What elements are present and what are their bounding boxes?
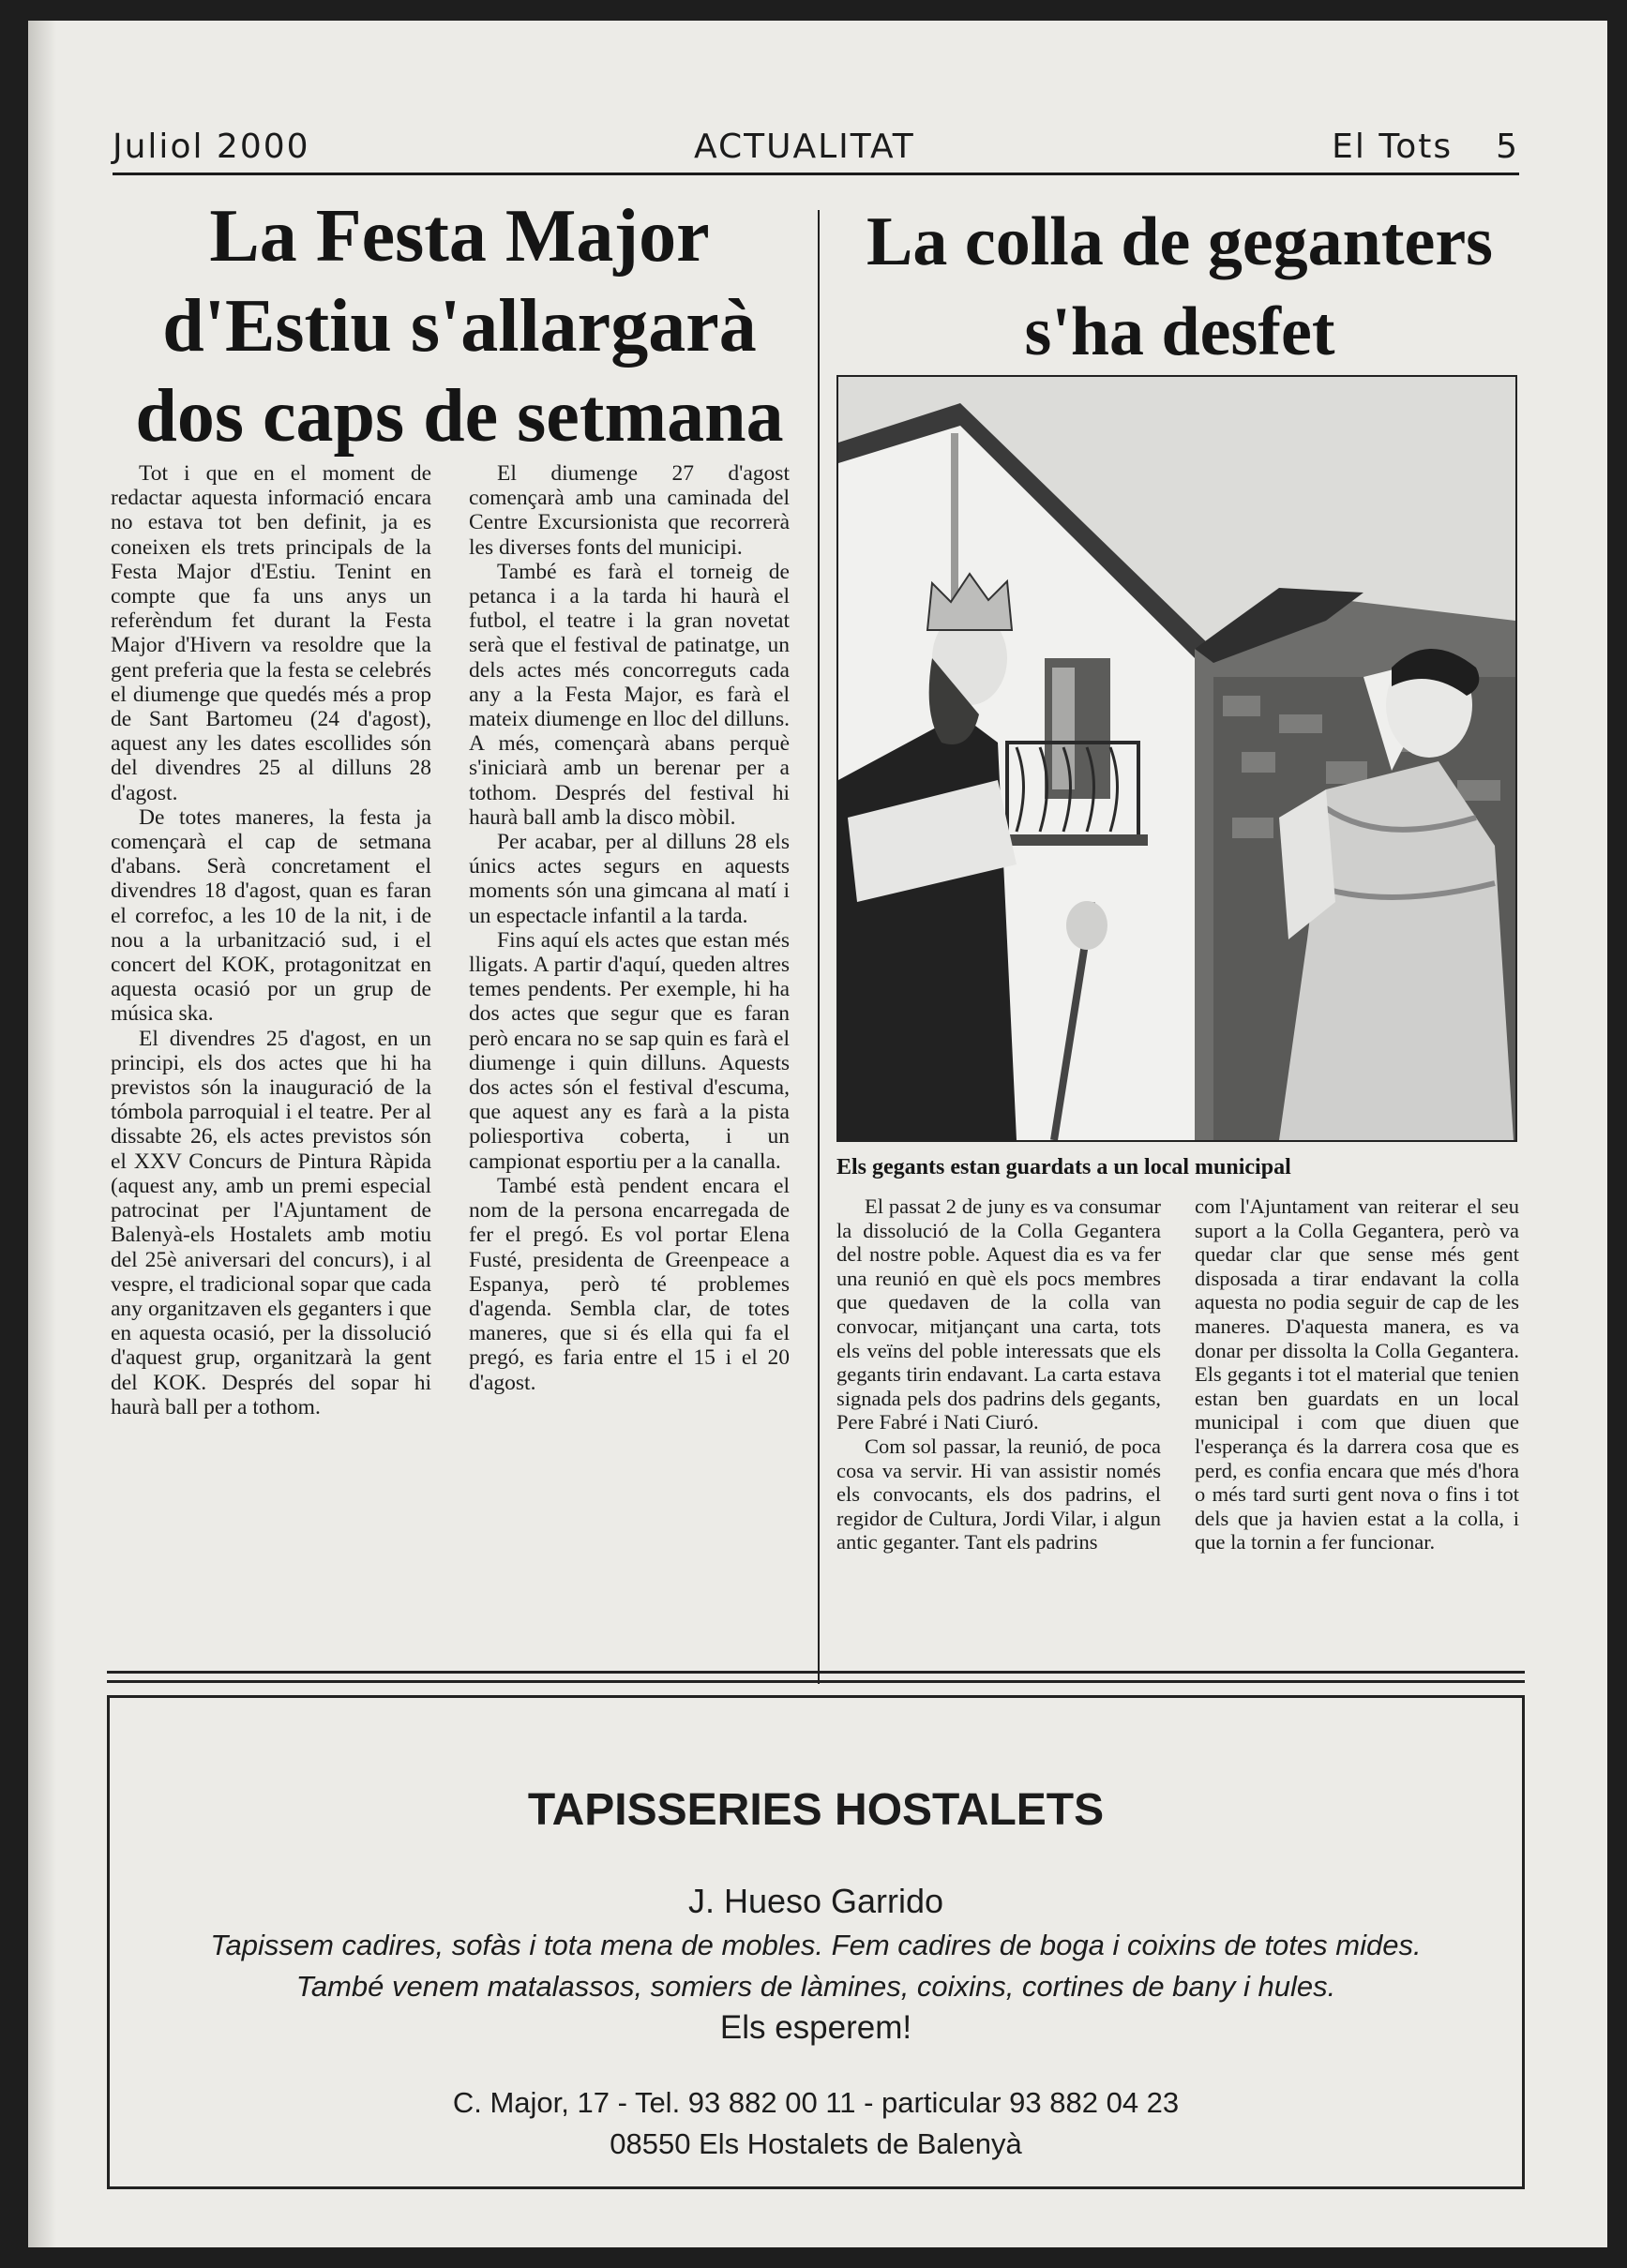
paragraph: Fins aquí els actes que estan més lligats. A partir d'aquí, queden altres temes pendents. Per exemple, hi ha dos actes que segur que es faran però encara no se sap quin es farà el diumenge i quin dilluns. Aquests dos actes són el festival d'escuma, que aquest any es farà a la pista poliesportiva coberta, i un campionat esportiu per a la canalla. [469,927,790,1174]
paragraph: De totes maneres, la festa ja començarà el cap de setmana d'abans. Serà concretament el divendres 18 d'agost, quan es faran el correfoc, a les 10 de la nit, i de nou a la urbanització sud, i el concert del KOK, protagonitzat en aquesta ocasió por un grup de música ska. [111,804,431,1027]
photo-caption: Els gegants estan guardats a un local municipal [836,1155,1291,1179]
advertisement-box [107,1695,1525,2189]
paragraph: Tot i que en el moment de redactar aquesta informació encara no estava tot ben definit, ja es coneixen els trets principals de la Festa Major d'Estiu. Tenint en compte que fa uns anys un referèndum fet durant la Festa Major d'Hivern va resoldre que la gent preferia que la festa se celebrés el diumenge que quedés més a prop de Sant Bartomeu (24 d'agost), aquest any les dates escollides són del divendres 25 al dilluns 28 d'agost. [111,461,431,805]
giants-photo-illustration [838,377,1515,1140]
ad-closing: Els esperem! [719,2009,912,2046]
paragraph: També es farà el torneig de petanca i a la tarda hi haurà el futbol, el teatre i la gran novetat serà que el festival de patinatge, un dels actes més concorreguts cada any a la Festa Major, es farà el mateix diumenge en lloc del dilluns. A més, començarà abans perquè s'iniciarà amb un berenar per a tothom. Després del festival hi haurà ball amb la disco mòbil. [469,559,790,830]
header-publication-page [1332,128,1519,166]
paragraph: Per acabar, per al dilluns 28 els únics actes segurs en aquests moments són una gimcana al matí i un espectacle infantil a la tarda. [469,830,790,928]
paragraph: com l'Ajuntament van reiterar el seu suport a la Colla Gegantera, però va quedar clar que sense més gent disposada a tirar endavant la colla aquesta no podia seguir de cap de les maneres. D'aquesta manera, es va donar per dissolta la Colla Gegantera. Els gegants i tot el material que tenien estan ben guardats en un local municipal i com que diuen que l'esperança és la darrera cosa que es perd, es confia encara que més d'hora o més tard surti gent nova o fins i tot dels que ja havien estat a la colla, i que la tornin a fer funcionar. [1195,1194,1519,1555]
newspaper-page [28,21,1607,2247]
header-publication: El Tots [1332,128,1454,166]
paragraph: El passat 2 de juny es va consumar la dissolució de la Colla Gegantera del nostre poble. Aquest dia es va fer una reunió en què els pocs membres que quedaven de la colla van convocar, mitjançant una carta, tots els veïns del poble interessats que els gegants tirin endavant. La carta estava signada pels dos padrins dels gegants, Pere Fabré i Nati Ciuró. [836,1194,1161,1434]
page-gutter [28,21,56,2247]
ad-business-name: TAPISSERIES HOSTALETS [527,1785,1105,1835]
paragraph: El diumenge 27 d'agost començarà amb una caminada del Centre Excursionista que recorrerà les diverses fonts del municipi. [469,461,790,560]
headline-festa-major: La Festa Major d'Estiu s'allargarà dos caps de setmana [135,195,784,458]
article-right-column-2 [1195,1194,1519,1555]
ad-services-line-1: Tapissem cadires, sofàs i tota mena de mobles. Fem cadires de boga i coixins de totes mides. [210,1929,1422,1961]
article-left-column-1 [111,461,431,1419]
article-left-column-2 [469,461,790,1395]
ad-address: C. Major, 17 - Tel. 93 882 00 11 - particular 93 882 04 23 [452,2086,1180,2119]
ad-owner: J. Hueso Garrido [687,1882,944,1920]
paragraph: El divendres 25 d'agost, en un principi, els dos actes que hi ha previstos són la inauguració de la tómbola parroquial i el teatre. Per al dissabte 26, els actes previstos són el XXV Concurs de Pintura Ràpida (aquest any, amb un premi especial patrocinat per l'Ajuntament de Balenyà-els Hostalets amb motiu del 25è aniversari del concurs), i al vespre, el tradicional sopar que cada any organitzaven els geganters i que en aquesta ocasió, per la dissolució d'aquest grup, organitzarà la gent del KOK. Després del sopar hi haurà ball per a tothom. [111,1026,431,1419]
header-page-number: 5 [1496,128,1519,166]
page-header [113,111,1519,175]
ad-separator-bottom [107,1680,1525,1683]
paragraph: Com sol passar, la reunió, de poca cosa va servir. Hi van assistir només els convocants, els dos padrins, el regidor de Cultura, Jordi Vilar, i algun antic geganter. Tant els padrins [836,1434,1161,1555]
headline-colla-geganters: La colla de geganters s'ha desfet [866,203,1493,370]
ad-separator-top [107,1671,1525,1674]
ad-city: 08550 Els Hostalets de Balenyà [610,2127,1022,2160]
column-divider [818,210,820,1684]
ad-services-line-2: També venem matalassos, somiers de làmines, coixins, cortines de bany i hules. [295,1970,1336,2003]
header-section: ACTUALITAT [694,128,915,166]
article-right-column-1 [836,1194,1161,1555]
giants-photo [836,375,1517,1142]
header-date: Juliol 2000 [113,128,310,166]
paragraph: També està pendent encara el nom de la persona encarregada de fer el pregó. Es vol portar Elena Fusté, presidenta de Greenpeace a Espanya, però té problemes d'agenda. Sembla clar, de totes maneres, que si és ella qui fa el pregó, es faria entre el 15 i el 20 d'agost. [469,1173,790,1395]
